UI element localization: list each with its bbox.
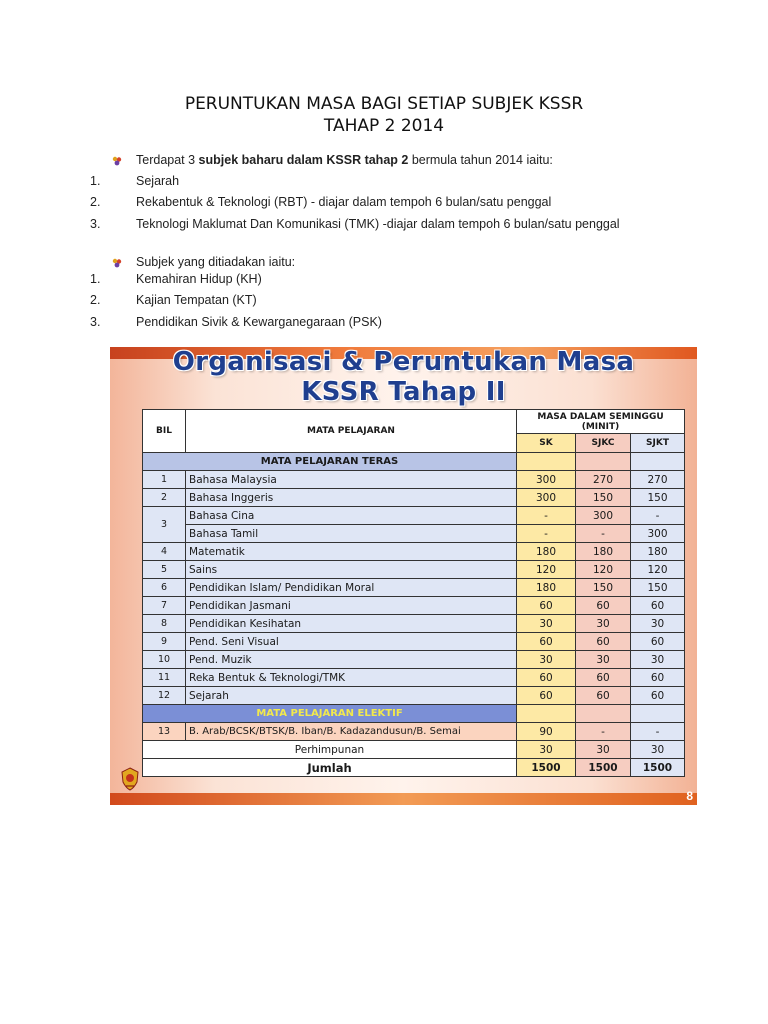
cell-sk: - [517, 525, 576, 543]
cell-subject: Pendidikan Jasmani [186, 597, 517, 615]
slide-image [110, 347, 697, 805]
cell-sjkc: 270 [576, 471, 631, 489]
cell-bil: 6 [143, 579, 186, 597]
cell-subject: Bahasa Inggeris [186, 489, 517, 507]
cell-subject: B. Arab/BCSK/BTSK/B. Iban/B. Kadazandusun/B. Semai [186, 723, 517, 741]
cell-sjkc: 60 [576, 633, 631, 651]
empty-cell [631, 453, 685, 471]
slide-bottom-band [110, 793, 697, 805]
cell-subject: Sejarah [186, 687, 517, 705]
cell-sjkc: 60 [576, 669, 631, 687]
document-title-line1: PERUNTUKAN MASA BAGI SETIAP SUBJEK KSSR [184, 94, 584, 114]
intro-removed-subjects: Subjek yang ditiadakan iaitu: [136, 255, 296, 269]
document-title-line2: TAHAP 2 2014 [323, 116, 445, 136]
cell-sjkt: 30 [631, 741, 685, 759]
section-core-label: MATA PELAJARAN TERAS [143, 453, 517, 471]
cell-bil: 7 [143, 597, 186, 615]
table-row [143, 525, 685, 543]
cell-sjkt: 150 [631, 579, 685, 597]
cell-subject: Pend. Seni Visual [186, 633, 517, 651]
table-row [143, 687, 685, 705]
cell-bil: 10 [143, 651, 186, 669]
total-label: Jumlah [143, 759, 517, 777]
cell-sjkc: 30 [576, 651, 631, 669]
table-row [143, 507, 685, 525]
cell-sjkt: 180 [631, 543, 685, 561]
cell-sjkc: 180 [576, 543, 631, 561]
table-row [143, 471, 685, 489]
header-minutes: MASA DALAM SEMINGGU (MINIT) [517, 410, 685, 434]
cell-sk: 300 [517, 489, 576, 507]
ministry-crest-icon [120, 767, 140, 791]
slide-page-number: 8 [686, 789, 693, 803]
cell-bil: 3 [143, 507, 186, 543]
table-row [143, 561, 685, 579]
table-row [143, 597, 685, 615]
cell-bil: 9 [143, 633, 186, 651]
cell-subject: Pendidikan Islam/ Pendidikan Moral [186, 579, 517, 597]
cell-sk: 180 [517, 579, 576, 597]
table-row [143, 651, 685, 669]
cell-sjkt: 150 [631, 489, 685, 507]
assembly-row [143, 741, 685, 759]
cell-sk: 180 [517, 543, 576, 561]
header-subject: MATA PELAJARAN [186, 410, 517, 453]
header-sk: SK [517, 434, 576, 453]
cell-sjkt: 60 [631, 669, 685, 687]
cell-sjkt: 300 [631, 525, 685, 543]
empty-cell [517, 705, 576, 723]
cell-sk: 120 [517, 561, 576, 579]
slide-title-line2: KSSR Tahap II [301, 377, 506, 407]
cell-sjkc: 150 [576, 579, 631, 597]
cell-sjkt: 120 [631, 561, 685, 579]
cell-sk: 1500 [517, 759, 576, 777]
table-row [143, 543, 685, 561]
cell-bil: 2 [143, 489, 186, 507]
cell-sjkt: 30 [631, 615, 685, 633]
cell-sjkc: 1500 [576, 759, 631, 777]
cell-bil: 8 [143, 615, 186, 633]
cell-sjkc: - [576, 525, 631, 543]
cell-bil: 4 [143, 543, 186, 561]
cell-sjkt: 270 [631, 471, 685, 489]
cell-sk: 30 [517, 651, 576, 669]
cell-sjkc: 120 [576, 561, 631, 579]
cell-sk: - [517, 507, 576, 525]
table-row [143, 579, 685, 597]
empty-cell [576, 705, 631, 723]
table-row [143, 669, 685, 687]
cell-sjkc: - [576, 723, 631, 741]
empty-cell [517, 453, 576, 471]
cell-sjkc: 60 [576, 687, 631, 705]
cell-subject: Pendidikan Kesihatan [186, 615, 517, 633]
section-elective-label: MATA PELAJARAN ELEKTIF [143, 705, 517, 723]
cell-sjkc: 30 [576, 615, 631, 633]
header-sjkc: SJKC [576, 434, 631, 453]
cell-subject: Reka Bentuk & Teknologi/TMK [186, 669, 517, 687]
bullet-icon [112, 156, 122, 166]
document-title [0, 93, 768, 137]
intro-new-subjects: Terdapat 3 subjek baharu dalam KSSR tahap 2 bermula tahun 2014 iaitu: [136, 153, 553, 167]
header-sjkt: SJKT [631, 434, 685, 453]
empty-cell [576, 453, 631, 471]
cell-sk: 60 [517, 687, 576, 705]
cell-subject: Bahasa Malaysia [186, 471, 517, 489]
cell-sjkc: 150 [576, 489, 631, 507]
cell-sjkt: - [631, 507, 685, 525]
table-row [143, 615, 685, 633]
empty-cell [631, 705, 685, 723]
cell-sk: 300 [517, 471, 576, 489]
cell-subject: Bahasa Tamil [186, 525, 517, 543]
cell-subject: Sains [186, 561, 517, 579]
section-row-elective [143, 705, 685, 723]
cell-sk: 60 [517, 669, 576, 687]
cell-bil: 12 [143, 687, 186, 705]
cell-sjkt: 60 [631, 633, 685, 651]
cell-sk: 90 [517, 723, 576, 741]
cell-sjkc: 60 [576, 597, 631, 615]
table-row [143, 723, 685, 741]
assembly-label: Perhimpunan [143, 741, 517, 759]
cell-bil: 1 [143, 471, 186, 489]
table-row [143, 489, 685, 507]
time-allocation-table [142, 409, 685, 777]
total-row [143, 759, 685, 777]
cell-subject: Bahasa Cina [186, 507, 517, 525]
cell-sjkt: 60 [631, 687, 685, 705]
cell-bil: 5 [143, 561, 186, 579]
cell-subject: Pend. Muzik [186, 651, 517, 669]
cell-sjkt: 60 [631, 597, 685, 615]
cell-sk: 30 [517, 615, 576, 633]
cell-sk: 60 [517, 597, 576, 615]
slide-title-line1: Organisasi & Peruntukan Masa [172, 347, 635, 377]
cell-sjkc: 300 [576, 507, 631, 525]
cell-sjkt: 1500 [631, 759, 685, 777]
cell-bil: 11 [143, 669, 186, 687]
bullet-icon [112, 258, 122, 268]
table-row [143, 633, 685, 651]
cell-sk: 30 [517, 741, 576, 759]
cell-sjkt: - [631, 723, 685, 741]
cell-subject: Matematik [186, 543, 517, 561]
cell-sk: 60 [517, 633, 576, 651]
cell-sjkc: 30 [576, 741, 631, 759]
cell-bil: 13 [143, 723, 186, 741]
section-row-core [143, 453, 685, 471]
header-bil: BIL [143, 410, 186, 453]
cell-sjkt: 30 [631, 651, 685, 669]
table-header-row [143, 410, 685, 434]
